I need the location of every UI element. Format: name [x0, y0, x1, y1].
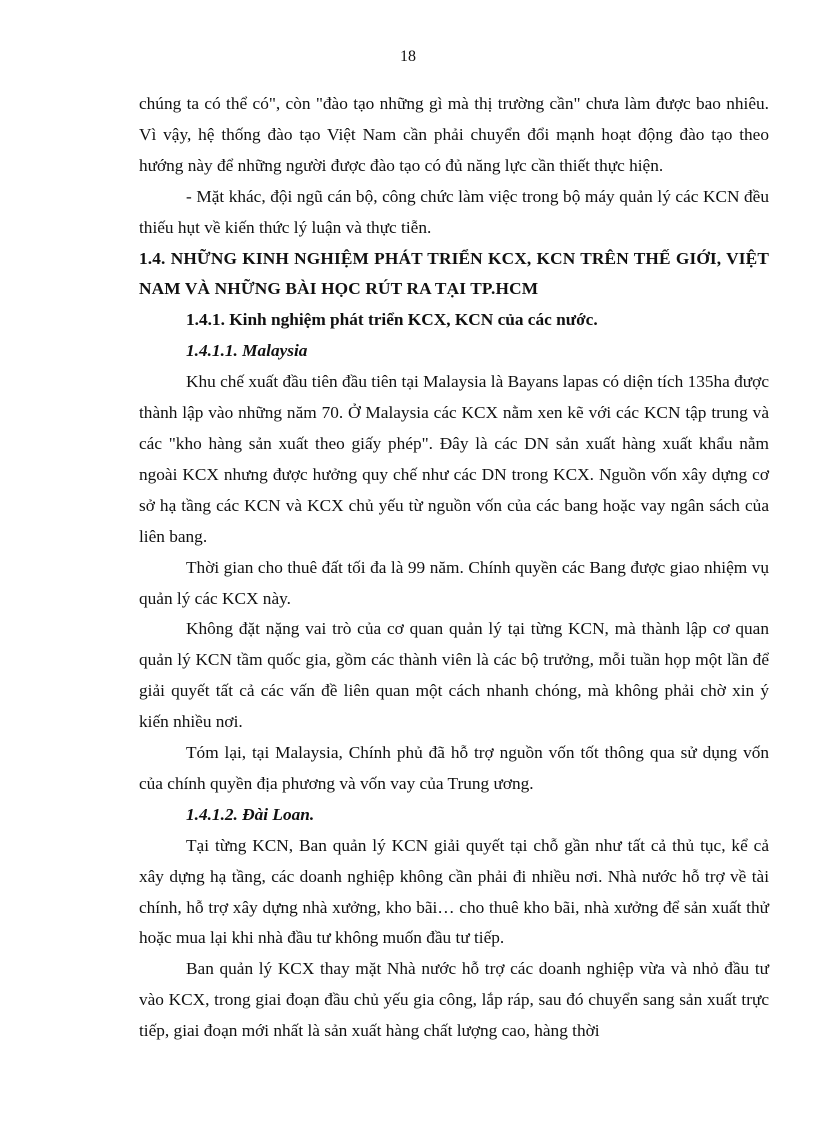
section-heading-malaysia: 1.4.1.1. Malaysia	[186, 341, 308, 361]
paragraph-malaysia-lease: Thời gian cho thuê đất tối đa là 99 năm. Chính quyền các Bang được giao nhiệm vụ quản lý các KCX này.	[139, 557, 769, 608]
paragraph-continuation: chúng ta có thể có", còn "đào tạo những gì mà thị trường cần" chưa làm được bao nhiêu. Vì vậy, hệ thống đào tạo Việt Nam cần phải chuyển đổi mạnh hoạt động đào tạo theo hướng này để những người được đào tạo có đủ năng lực cần thiết thực hiện.	[139, 94, 769, 175]
section-heading-taiwan: 1.4.1.2. Đài Loan.	[186, 804, 315, 824]
paragraph-malaysia-management: Không đặt nặng vai trò của cơ quan quản lý tại từng KCN, mà thành lập cơ quan quản lý KCN tầm quốc gia, gồm các thành viên là các bộ trưởng, mỗi tuần họp một lần để giải quyết tất cả các vấn đề liên quan một cách nhanh chóng, mà không phải chờ xin ý kiến nhiều nơi.	[139, 619, 769, 732]
document-body	[139, 89, 769, 1047]
paragraph-malaysia-summary: Tóm lại, tại Malaysia, Chính phủ đã hỗ trợ nguồn vốn tốt thông qua sử dụng vốn của chính quyền địa phương và vốn vay của Trung ương.	[139, 743, 769, 793]
page-number: 18	[400, 48, 416, 65]
section-heading-1-4-1: 1.4.1. Kinh nghiệm phát triển KCX, KCN của các nước.	[186, 310, 598, 330]
paragraph-staff-knowledge: - Mặt khác, đội ngũ cán bộ, công chức làm việc trong bộ máy quản lý các KCN đều thiếu hụt về kiến thức lý luận và thực tiễn.	[139, 186, 769, 237]
paragraph-taiwan-support: Ban quản lý KCX thay mặt Nhà nước hỗ trợ các doanh nghiệp vừa và nhỏ đầu tư vào KCX, trong giai đoạn đầu chủ yếu gia công, lắp ráp, sau đó chuyển sang sản xuất trực tiếp, giai đoạn mới nhất là sản xuất hàng chất lượng cao, hàng thời	[139, 959, 769, 1041]
paragraph-malaysia-intro: Khu chế xuất đầu tiên đầu tiên tại Malaysia là Bayans lapas có diện tích 135ha được thành lập vào những năm 70. Ở Malaysia các KCX nằm xen kẽ với các KCN tập trung và các "kho hàng sản xuất theo giấy phép". Đây là các DN sản xuất hàng xuất khẩu nằm ngoài KCX nhưng được hưởng quy chế như các DN trong KCX. Nguồn vốn xây dựng cơ sở hạ tầng các KCN và KCX chủ yếu từ nguồn vốn của các bang hoặc vay ngân sách của liên bang.	[139, 372, 769, 546]
paragraph-taiwan-management: Tại từng KCN, Ban quản lý KCN giải quyết tại chỗ gần như tất cả thủ tục, kể cả xây dựng hạ tầng, các doanh nghiệp không cần phải đi nhiều nơi. Nhà nước hỗ trợ về tài chính, hỗ trợ xây dựng nhà xưởng, kho bãi… cho thuê kho bãi, nhà xưởng để sản xuất thử hoặc mua lại khi nhà đầu tư không muốn đầu tư tiếp.	[139, 835, 769, 948]
section-heading-1-4: 1.4. NHỮNG KINH NGHIỆM PHÁT TRIỂN KCX, KCN TRÊN THẾ GIỚI, VIỆT NAM VÀ NHỮNG BÀI HỌC RÚT RA TẠI TP.HCM	[139, 248, 769, 299]
